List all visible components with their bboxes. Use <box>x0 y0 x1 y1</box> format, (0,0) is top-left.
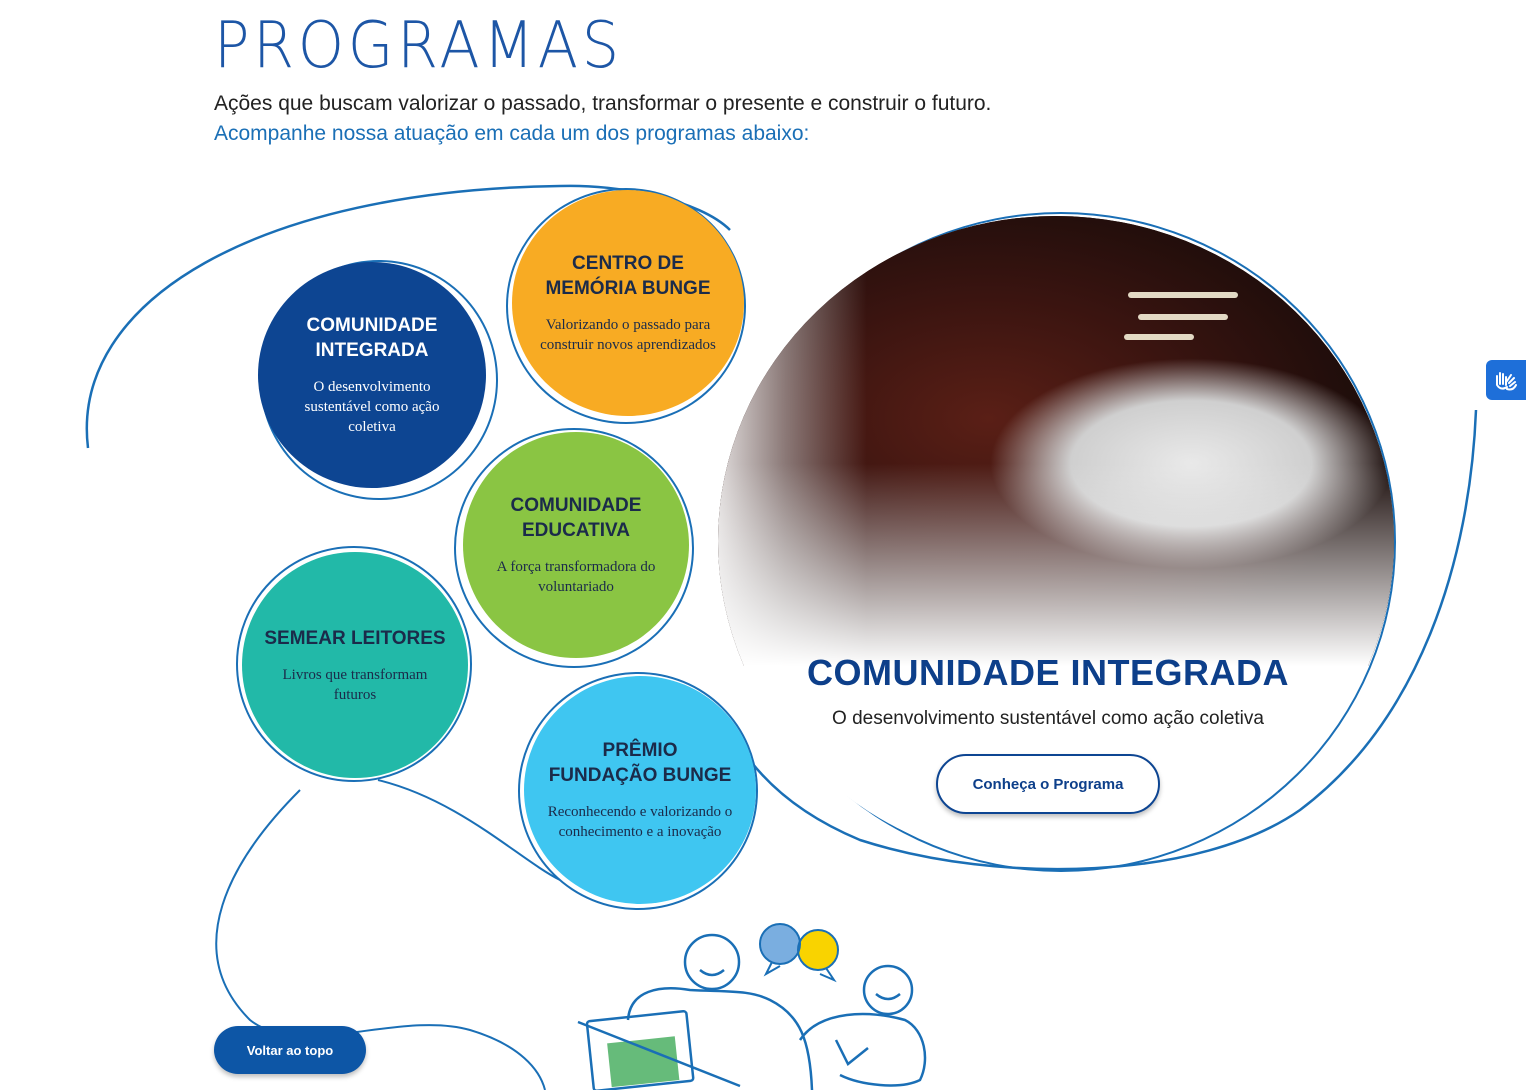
program-premio-fundacao-bunge[interactable] <box>524 676 756 904</box>
featured-title: COMUNIDADE INTEGRADA <box>807 652 1289 693</box>
program-description: A força transformadora do voluntariado <box>496 559 656 595</box>
program-centro-de-memoria[interactable] <box>512 190 744 416</box>
program-description: Valorizando o passado para construir novos aprendizados <box>540 317 716 353</box>
learn-program-button[interactable]: Conheça o Programa <box>936 754 1160 814</box>
program-semear-leitores[interactable] <box>242 552 468 778</box>
page-subtitle-highlight: Acompanhe nossa atuação em cada um dos programas abaixo: <box>214 122 810 145</box>
program-title: COMUNIDADE EDUCATIVA <box>510 495 642 541</box>
program-title: PRÊMIO FUNDAÇÃO BUNGE <box>548 740 732 786</box>
page-title: PROGRAMAS <box>214 9 623 83</box>
program-comunidade-integrada[interactable] <box>258 262 486 488</box>
speech-bubbles-icon <box>760 924 838 980</box>
accessibility-button[interactable] <box>1486 360 1526 400</box>
program-comunidade-educativa[interactable] <box>463 432 689 658</box>
program-title: COMUNIDADE INTEGRADA <box>306 315 438 361</box>
program-description: Livros que transformam futuros <box>282 666 428 703</box>
featured-photo <box>718 216 1394 666</box>
program-description: Reconhecendo e valorizando o conhecimento e a inovação <box>547 804 733 840</box>
program-title: CENTRO DE MEMÓRIA BUNGE <box>545 253 711 299</box>
program-description: O desenvolvimento sustentável como ação coletiva <box>304 379 440 435</box>
page-subtitle: Ações que buscam valorizar o passado, transformar o presente e construir o futuro. <box>214 92 992 115</box>
illustration <box>578 935 925 1090</box>
back-to-top-button[interactable]: Voltar ao topo <box>214 1026 366 1074</box>
featured-description: O desenvolvimento sustentável como ação coletiva <box>832 708 1264 729</box>
program-title: SEMEAR LEITORES <box>264 627 446 649</box>
sign-language-hands-icon <box>1493 367 1519 393</box>
